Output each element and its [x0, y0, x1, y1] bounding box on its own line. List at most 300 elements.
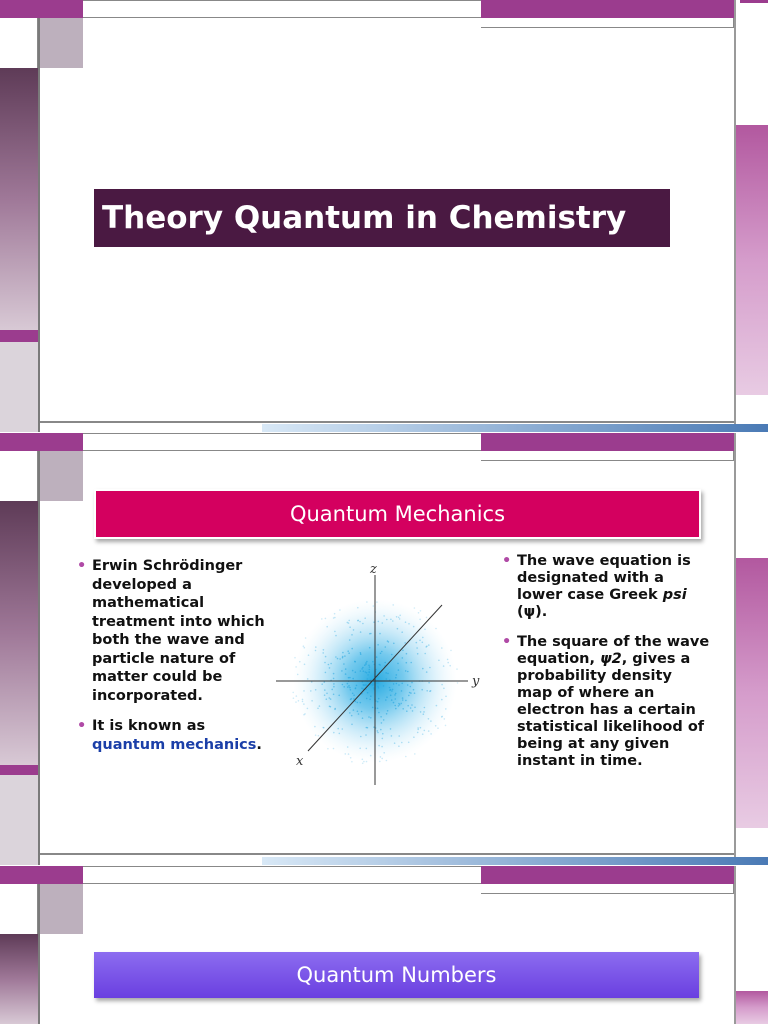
cloud-dot: [398, 669, 400, 671]
cloud-dot: [423, 713, 425, 715]
cloud-dot: [298, 700, 300, 702]
cloud-dot: [411, 704, 413, 706]
cloud-dot: [430, 733, 432, 735]
cloud-dot: [352, 693, 354, 695]
cloud-dot: [360, 702, 362, 704]
list-item: • Erwin Schrödinger developed a mathematical treatment into which both the wave and particle nature of matter could be incorporated.: [76, 557, 276, 705]
cloud-dot: [364, 617, 366, 619]
frame-left-accent: [0, 765, 38, 775]
cloud-dot: [329, 697, 331, 699]
cloud-dot: [381, 758, 383, 760]
cloud-dot: [377, 644, 379, 646]
cloud-dot: [396, 683, 398, 685]
cloud-dot: [315, 689, 317, 691]
section-heading: Quantum Numbers: [94, 952, 699, 998]
frame-left-rule: [38, 451, 40, 865]
cloud-dot: [362, 717, 364, 719]
cloud-dot: [411, 682, 413, 684]
cloud-dot: [424, 629, 426, 631]
frame-top-left-bar: [0, 866, 83, 884]
cloud-dot: [443, 665, 445, 667]
cloud-dot: [397, 628, 399, 630]
cloud-dot: [379, 633, 381, 635]
cloud-dot: [386, 696, 388, 698]
cloud-dot: [355, 688, 357, 690]
cloud-dot: [353, 698, 355, 700]
cloud-dot: [372, 683, 374, 685]
cloud-dot: [420, 610, 422, 612]
cloud-dot: [377, 730, 379, 732]
cloud-dot: [394, 705, 396, 707]
cloud-dot: [365, 671, 367, 673]
frame-top-right-line: [481, 451, 734, 461]
cloud-dot: [366, 661, 368, 663]
cloud-dot: [341, 670, 343, 672]
cloud-dot: [331, 689, 333, 691]
cloud-dot: [321, 683, 323, 685]
cloud-dot: [398, 745, 400, 747]
cloud-dot: [380, 756, 382, 758]
cloud-dot: [360, 653, 362, 655]
cloud-dot: [342, 652, 344, 654]
cloud-dot: [394, 694, 396, 696]
frame-left-rule: [38, 884, 40, 1024]
cloud-dot: [315, 646, 317, 648]
cloud-dot: [325, 672, 327, 674]
cloud-dot: [295, 666, 297, 668]
cloud-dot: [417, 653, 419, 655]
cloud-dot: [333, 732, 335, 734]
frame-bottom-line: [40, 421, 734, 423]
cloud-dot: [307, 708, 309, 710]
cloud-dot: [321, 618, 323, 620]
cloud-dot: [441, 684, 443, 686]
cloud-dot: [342, 728, 344, 730]
cloud-dot: [397, 663, 399, 665]
cloud-dot: [385, 646, 387, 648]
cloud-dot: [330, 706, 332, 708]
cloud-dot: [395, 698, 397, 700]
cloud-dot: [450, 650, 452, 652]
cloud-dot: [376, 656, 378, 658]
left-bullet-list: [76, 557, 276, 766]
cloud-dot: [377, 708, 379, 710]
cloud-dot: [314, 726, 316, 728]
cloud-dot: [369, 671, 371, 673]
cloud-dot: [386, 678, 388, 680]
cloud-dot: [370, 717, 372, 719]
frame-left-gradient: [0, 934, 38, 1024]
cloud-dot: [422, 642, 424, 644]
cloud-dot: [399, 618, 401, 620]
cloud-dot: [424, 730, 426, 732]
cloud-dot: [333, 748, 335, 750]
cloud-dot: [387, 710, 389, 712]
cloud-dot: [360, 670, 362, 672]
cloud-dot: [428, 644, 430, 646]
cloud-dot: [333, 617, 335, 619]
cloud-dot: [377, 732, 379, 734]
cloud-dot: [382, 622, 384, 624]
cloud-dot: [389, 687, 391, 689]
cloud-dot: [349, 712, 351, 714]
cloud-dot: [363, 685, 365, 687]
cloud-dot: [351, 698, 353, 700]
cloud-dot: [305, 637, 307, 639]
list-item: • It is known as quantum mechanics.: [76, 717, 276, 754]
cloud-dot: [414, 753, 416, 755]
cloud-dot: [408, 695, 410, 697]
cloud-dot: [352, 678, 354, 680]
cloud-dot: [385, 699, 387, 701]
cloud-dot: [326, 693, 328, 695]
cloud-dot: [384, 662, 386, 664]
cloud-dot: [351, 761, 353, 763]
cloud-dot: [303, 703, 305, 705]
cloud-dot: [325, 618, 327, 620]
cloud-dot: [437, 727, 439, 729]
frame-left-lower: [0, 775, 38, 865]
frame-left-square: [38, 451, 83, 501]
frame-top-line: [83, 433, 481, 451]
cloud-dot: [355, 701, 357, 703]
cloud-dot: [377, 701, 379, 703]
cloud-dot: [407, 684, 409, 686]
cloud-dot: [347, 746, 349, 748]
right-bullet-list: [501, 553, 711, 782]
cloud-dot: [445, 708, 447, 710]
cloud-dot: [304, 664, 306, 666]
cloud-dot: [362, 623, 364, 625]
frame-top-left-bar: [0, 0, 83, 18]
cloud-dot: [326, 626, 328, 628]
cloud-dot: [396, 616, 398, 618]
cloud-dot: [402, 708, 404, 710]
cloud-dot: [405, 670, 407, 672]
cloud-dot: [377, 686, 379, 688]
cloud-dot: [395, 677, 397, 679]
cloud-dot: [407, 705, 409, 707]
cloud-dot: [358, 713, 360, 715]
cloud-dot: [359, 748, 361, 750]
cloud-dot: [333, 683, 335, 685]
cloud-dot: [413, 626, 415, 628]
cloud-dot: [322, 652, 324, 654]
cloud-dot: [401, 683, 403, 685]
cloud-dot: [367, 678, 369, 680]
cloud-dot: [360, 631, 362, 633]
cloud-dot: [335, 656, 337, 658]
cloud-dot: [420, 727, 422, 729]
cloud-dot: [351, 724, 353, 726]
cloud-dot: [357, 607, 359, 609]
cloud-dot: [417, 729, 419, 731]
axis-label-z: z: [370, 562, 377, 577]
cloud-dot: [393, 683, 395, 685]
cloud-dot: [311, 700, 313, 702]
cloud-dot: [406, 710, 408, 712]
cloud-dot: [351, 715, 353, 717]
cloud-dot: [353, 629, 355, 631]
cloud-dot: [381, 722, 383, 724]
cloud-dot: [365, 734, 367, 736]
cloud-dot: [401, 742, 403, 744]
cloud-dot: [392, 604, 394, 606]
cloud-dot: [383, 752, 385, 754]
cloud-dot: [295, 701, 297, 703]
cloud-dot: [426, 671, 428, 673]
cloud-dot: [393, 643, 395, 645]
cloud-dot: [385, 672, 387, 674]
frame-right-gradient: [736, 991, 768, 1024]
cloud-dot: [380, 716, 382, 718]
cloud-dot: [337, 658, 339, 660]
cloud-dot: [324, 662, 326, 664]
cloud-dot: [347, 622, 349, 624]
cloud-dot: [373, 605, 375, 607]
cloud-dot: [438, 660, 440, 662]
frame-left-square: [38, 884, 83, 934]
cloud-dot: [303, 645, 305, 647]
cloud-dot: [405, 756, 407, 758]
cloud-dot: [447, 659, 449, 661]
cloud-dot: [449, 665, 451, 667]
cloud-dot: [390, 728, 392, 730]
cloud-dot: [347, 683, 349, 685]
cloud-dot: [350, 757, 352, 759]
frame-left-white: [0, 451, 38, 501]
cloud-dot: [390, 695, 392, 697]
cloud-dot: [413, 689, 415, 691]
cloud-dot: [334, 708, 336, 710]
cloud-dot: [369, 669, 371, 671]
cloud-dot: [401, 631, 403, 633]
cloud-dot: [347, 650, 349, 652]
cloud-dot: [353, 694, 355, 696]
frame-right-gradient: [736, 125, 768, 395]
cloud-dot: [443, 688, 445, 690]
cloud-dot: [315, 650, 317, 652]
cloud-dot: [398, 703, 400, 705]
cloud-dot: [303, 714, 305, 716]
cloud-dot: [375, 669, 377, 671]
cloud-dot: [416, 647, 418, 649]
cloud-dot: [359, 621, 361, 623]
cloud-dot: [357, 702, 359, 704]
frame-top-right-line: [481, 18, 734, 28]
cloud-dot: [360, 652, 362, 654]
cloud-dot: [422, 637, 424, 639]
slide-3: [0, 866, 768, 1024]
frame-bottom-gradient: [262, 857, 768, 865]
cloud-dot: [342, 657, 344, 659]
frame-left-white: [0, 884, 38, 934]
cloud-dot: [339, 609, 341, 611]
cloud-dot: [381, 746, 383, 748]
cloud-dot: [370, 684, 372, 686]
cloud-dot: [370, 695, 372, 697]
cloud-dot: [333, 678, 335, 680]
cloud-dot: [435, 628, 437, 630]
frame-left-lower: [0, 342, 38, 432]
cloud-dot: [362, 759, 364, 761]
cloud-dot: [426, 690, 428, 692]
cloud-dot: [343, 686, 345, 688]
cloud-dot: [445, 696, 447, 698]
frame-left-square: [38, 18, 83, 68]
cloud-dot: [339, 658, 341, 660]
cloud-dot: [333, 694, 335, 696]
cloud-dot: [386, 619, 388, 621]
cloud-dot: [430, 690, 432, 692]
cloud-dot: [395, 693, 397, 695]
cloud-dot: [345, 673, 347, 675]
cloud-dot: [386, 713, 388, 715]
cloud-dot: [419, 619, 421, 621]
cloud-dot: [372, 661, 374, 663]
cloud-dot: [330, 663, 332, 665]
cloud-dot: [335, 635, 337, 637]
frame-left-gradient: [0, 68, 38, 330]
cloud-dot: [424, 653, 426, 655]
cloud-dot: [376, 682, 378, 684]
cloud-dot: [396, 674, 398, 676]
frame-left-gradient: [0, 501, 38, 765]
cloud-dot: [414, 607, 416, 609]
cloud-dot: [361, 668, 363, 670]
cloud-dot: [365, 684, 367, 686]
cloud-dot: [363, 761, 365, 763]
cloud-dot: [402, 657, 404, 659]
cloud-dot: [373, 687, 375, 689]
cloud-dot: [414, 707, 416, 709]
list-item: • The square of the wave equation, ψ2, gives a probability density map of where an electron has a certain statistical likelihood of being at any given instant in time.: [501, 634, 711, 770]
cloud-dot: [419, 640, 421, 642]
cloud-dot: [319, 705, 321, 707]
cloud-dot: [292, 692, 294, 694]
cloud-dot: [369, 647, 371, 649]
cloud-dot: [370, 755, 372, 757]
frame-bottom-line: [40, 853, 734, 855]
cloud-dot: [406, 653, 408, 655]
psi-word: psi: [662, 587, 687, 603]
cloud-dot: [345, 753, 347, 755]
cloud-dot: [429, 667, 431, 669]
cloud-dot: [361, 711, 363, 713]
cloud-dot: [398, 684, 400, 686]
cloud-dot: [402, 699, 404, 701]
cloud-dot: [354, 661, 356, 663]
cloud-dot: [390, 619, 392, 621]
cloud-dot: [367, 727, 369, 729]
highlight-term: quantum mechanics: [92, 736, 257, 753]
cloud-dot: [404, 642, 406, 644]
cloud-dot: [327, 748, 329, 750]
cloud-dot: [402, 697, 404, 699]
cloud-dot: [376, 601, 378, 603]
cloud-dot: [357, 620, 359, 622]
cloud-dot: [422, 668, 424, 670]
cloud-dot: [294, 657, 296, 659]
cloud-dot: [356, 685, 358, 687]
cloud-dot: [366, 698, 368, 700]
cloud-dot: [391, 699, 393, 701]
cloud-dot: [370, 679, 372, 681]
cloud-dot: [367, 692, 369, 694]
cloud-dot: [355, 671, 357, 673]
cloud-dot: [410, 662, 412, 664]
frame-left-rule: [38, 18, 40, 432]
cloud-dot: [364, 664, 366, 666]
cloud-dot: [344, 655, 346, 657]
electron-cloud-diagram: [272, 555, 492, 785]
cloud-dot: [365, 662, 367, 664]
frame-left-white: [0, 18, 38, 68]
cloud-dot: [378, 712, 380, 714]
cloud-dot: [391, 654, 393, 656]
cloud-dot: [351, 648, 353, 650]
cloud-dot: [333, 673, 335, 675]
list-item: • The wave equation is designated with a lower case Greek psi (ψ).: [501, 553, 711, 621]
frame-right-gradient: [736, 558, 768, 828]
cloud-dot: [323, 727, 325, 729]
cloud-dot: [324, 689, 326, 691]
cloud-dot: [410, 707, 412, 709]
psi-squared: ψ2: [600, 651, 622, 667]
cloud-dot: [378, 698, 380, 700]
cloud-dot: [366, 761, 368, 763]
cloud-dot: [426, 645, 428, 647]
cloud-dot: [398, 735, 400, 737]
cloud-dot: [457, 682, 459, 684]
cloud-dot: [333, 686, 335, 688]
slide-2: [0, 433, 768, 865]
frame-left-accent: [0, 330, 38, 342]
cloud-dot: [343, 663, 345, 665]
cloud-dot: [381, 651, 383, 653]
frame-top-right-bar: [481, 0, 734, 18]
cloud-dot: [368, 716, 370, 718]
cloud-dot: [308, 654, 310, 656]
cloud-dot: [424, 707, 426, 709]
cloud-dot: [367, 674, 369, 676]
cloud-dot: [380, 729, 382, 731]
cloud-dot: [380, 653, 382, 655]
axis-label-x: x: [296, 754, 304, 769]
cloud-dot: [445, 725, 447, 727]
cloud-dot: [412, 710, 414, 712]
cloud-dot: [342, 684, 344, 686]
cloud-dot: [369, 699, 371, 701]
cloud-dot: [417, 727, 419, 729]
frame-top-right-line: [481, 884, 734, 894]
cloud-dot: [293, 697, 295, 699]
cloud-dot: [296, 695, 298, 697]
cloud-dot: [339, 733, 341, 735]
cloud-dot: [348, 753, 350, 755]
cloud-dot: [338, 695, 340, 697]
cloud-dot: [426, 617, 428, 619]
cloud-dot: [334, 613, 336, 615]
cloud-dot: [444, 718, 446, 720]
cloud-dot: [303, 690, 305, 692]
cloud-dot: [395, 708, 397, 710]
cloud-dot: [398, 705, 400, 707]
cloud-dot: [382, 733, 384, 735]
cloud-dot: [315, 734, 317, 736]
cloud-dot: [366, 601, 368, 603]
cloud-dot: [406, 662, 408, 664]
